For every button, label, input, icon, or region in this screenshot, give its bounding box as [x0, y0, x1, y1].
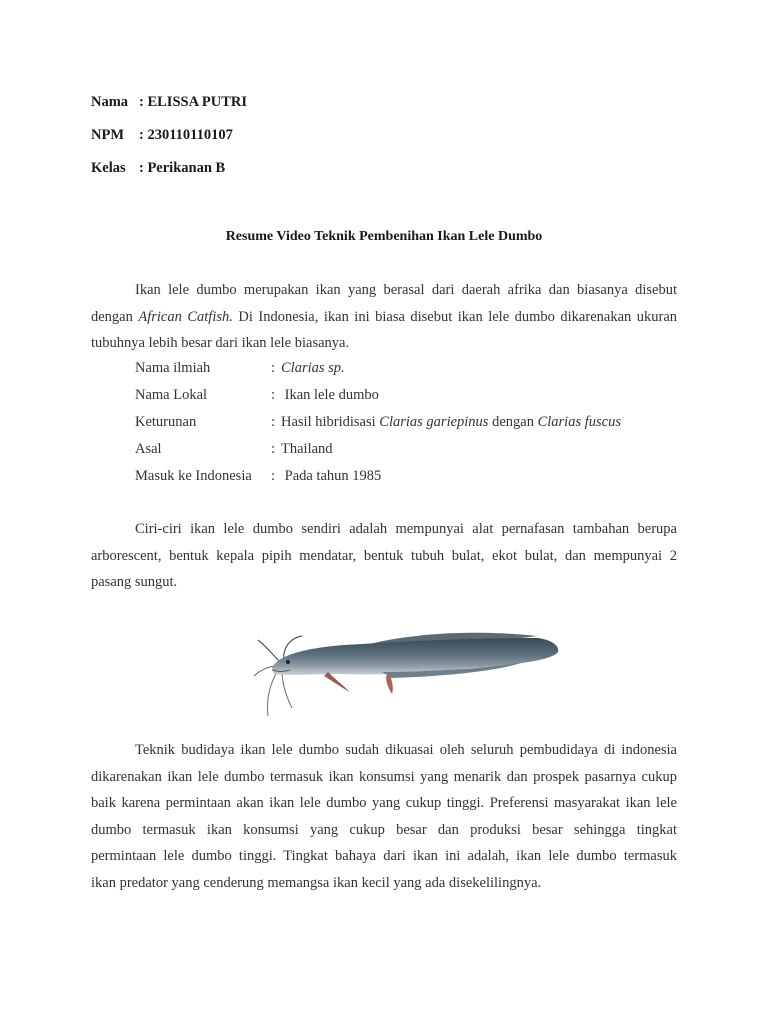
info-value-species-2: Clarias fuscus: [537, 414, 621, 430]
ciri-paragraph: [91, 516, 677, 596]
info-row-keturunan: [135, 414, 621, 431]
intro-paragraph: [91, 277, 677, 357]
info-value-asal: Thailand: [281, 441, 333, 457]
info-row-masuk: [135, 468, 381, 485]
teknik-line-2: dikarenakan ikan lele dumbo termasuk ikan konsumsi yang menarik dan prospek pasarnya cukup: [91, 768, 677, 785]
document-title: Resume Video Teknik Pembenihan Ikan Lele Dumbo: [225, 229, 543, 244]
intro-line-2-pre: dengan: [91, 308, 139, 325]
teknik-line-4: dumbo termasuk ikan konsumsi yang cukup besar dan produksi besar sehingga tingkat: [91, 821, 677, 838]
name-label: Nama: [91, 94, 129, 110]
intro-line-2: [91, 304, 677, 331]
info-key-masuk: Masuk ke Indonesia: [135, 468, 252, 484]
ciri-line-1: Ciri-ciri ikan lele dumbo sendiri adalah mempunyai alat pernafasan tambahan berupa: [135, 521, 677, 537]
teknik-paragraph: [91, 737, 677, 896]
teknik-line-6: ikan predator yang cenderung memangsa ikan kecil yang ada disekelilingnya.: [91, 874, 542, 891]
info-sep: :: [271, 441, 276, 457]
info-value-keturunan-mid: dengan: [488, 414, 538, 430]
kelas-label: Kelas: [91, 160, 126, 176]
info-value-masuk: Pada tahun 1985: [281, 468, 382, 484]
intro-line-3: tubuhnya lebih besar dari ikan lele biasanya.: [91, 335, 350, 351]
info-sep: :: [271, 468, 276, 484]
info-row-lokal: [135, 387, 379, 404]
teknik-line-3: baik karena permintaan akan ikan lele dumbo yang cukup tinggi. Preferensi masyarakat ikan lele: [91, 795, 677, 811]
kelas-line: [91, 160, 225, 177]
catfish-image: [252, 624, 562, 724]
intro-line-2-post: Di Indonesia, ikan ini biasa disebut ikan lele dumbo dikarenakan ukuran: [232, 308, 678, 325]
name-value: : ELISSA PUTRI: [139, 94, 247, 110]
npm-label: NPM: [91, 127, 125, 143]
teknik-line-5: permintaan lele dumbo tinggi. Tingkat bahaya dari ikan ini adalah, ikan lele dumbo termasuk: [91, 848, 677, 864]
african-catfish-term: African Catfish.: [138, 308, 233, 325]
info-key-keturunan: Keturunan: [135, 414, 197, 430]
info-row-asal: [135, 441, 333, 458]
npm-line: [91, 127, 233, 144]
info-row-ilmiah: [135, 360, 345, 377]
teknik-line-1: Teknik budidaya ikan lele dumbo sudah dikuasai oleh seluruh pembudidaya di indonesia: [135, 742, 677, 758]
info-key-asal: Asal: [135, 441, 162, 457]
npm-value: : 230110110107: [139, 127, 233, 143]
name-line: [91, 94, 247, 111]
info-value-lokal: Ikan lele dumbo: [281, 387, 379, 403]
ciri-line-2: arborescent, bentuk kepala pipih mendatar, bentuk tubuh bulat, ekot bulat, dan mempunyai 2: [91, 547, 677, 564]
info-sep: :: [271, 360, 276, 376]
info-sep: :: [271, 414, 276, 430]
info-key-lokal: Nama Lokal: [135, 387, 208, 403]
info-value-keturunan-pre: Hasil hibridisasi: [281, 414, 380, 430]
info-key-ilmiah: Nama ilmiah: [135, 360, 211, 376]
kelas-value: : Perikanan B: [139, 160, 226, 176]
info-sep: :: [271, 387, 276, 403]
ciri-line-3: pasang sungut.: [91, 574, 178, 590]
intro-line-1: Ikan lele dumbo merupakan ikan yang berasal dari daerah afrika dan biasanya disebut: [135, 282, 677, 298]
info-value-ilmiah: Clarias sp.: [281, 360, 345, 376]
info-value-species-1: Clarias gariepinus: [379, 414, 489, 430]
